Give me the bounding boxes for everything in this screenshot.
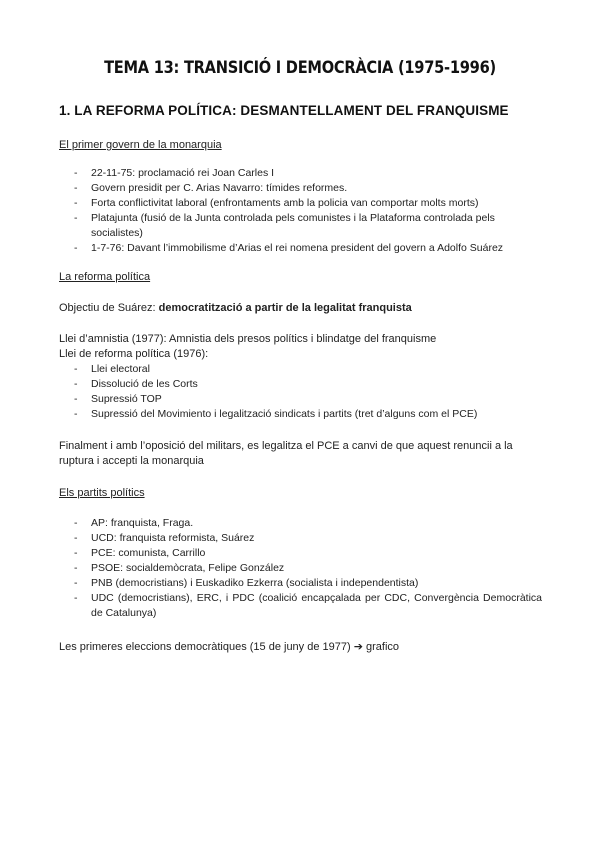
list-item: - Forta conflictivitat laboral (enfrontaments amb la policia van comportar molts morts) — [74, 197, 479, 209]
objective-line: Objectiu de Suárez: democratització a partir de la legalitat franquista — [59, 302, 412, 314]
list-item: - PCE: comunista, Carrillo — [74, 547, 206, 559]
primer-govern-list — [74, 166, 544, 256]
reforma-line: Llei de reforma política (1976): — [59, 348, 209, 360]
list-item: - Platajunta (fusió de la Junta controlada pels comunistes i la Plataforma controlada pels socialistes) — [74, 212, 495, 239]
list-item: - Supressió del Movimiento i legalització sindicats i partits (tret d’alguns com el PCE) — [74, 408, 478, 420]
subsection-title-partits: Els partits polítics — [59, 487, 145, 499]
list-item: - Govern presidit per C. Arias Navarro: tímides reformes. — [74, 182, 348, 194]
section-heading: 1. LA REFORMA POLÍTICA: DESMANTELLAMENT DEL FRANQUISME — [59, 103, 509, 118]
list-item: - PSOE: socialdemòcrata, Felipe González — [74, 562, 285, 574]
list-item: - UDC (democristians), ERC, i PDC (coalició encapçalada per CDC, Convergència Democràtica de Catalunya) — [74, 592, 542, 619]
reforma-list — [74, 362, 554, 422]
list-item: - 22-11-75: proclamació rei Joan Carles I — [74, 167, 275, 179]
list-item: - Llei electoral — [74, 363, 150, 375]
page-title: TEMA 13: TRANSICIÓ I DEMOCRÀCIA (1975-1996) — [104, 58, 496, 78]
elections-line: Les primeres eleccions democràtiques (15 de juny de 1977) ➔ grafico — [59, 641, 400, 653]
amnistia-line: Llei d’amnistia (1977): Amnistia dels presos polítics i blindatge del franquisme — [59, 333, 437, 345]
partits-list — [74, 516, 542, 621]
list-item: - 1-7-76: Davant l’immobilisme d’Arias el rei nomena president del govern a Adolfo Suárez — [74, 242, 504, 254]
subsection-title-primer-govern: El primer govern de la monarquia — [59, 139, 222, 151]
final-paragraph: Finalment i amb l’oposició del militars, es legalitza el PCE a canvi de que aquest renuncii a la ruptura i accepti la monarquia — [59, 440, 513, 467]
list-item: - Supressió TOP — [74, 393, 162, 405]
list-item: - Dissolució de les Corts — [74, 378, 198, 390]
list-item: - PNB (democristians) i Euskadiko Ezkerra (socialista i independentista) — [74, 577, 419, 589]
subsection-title-reforma: La reforma política — [59, 271, 151, 283]
list-item: - UCD: franquista reformista, Suárez — [74, 532, 255, 544]
list-item: - AP: franquista, Fraga. — [74, 517, 194, 529]
